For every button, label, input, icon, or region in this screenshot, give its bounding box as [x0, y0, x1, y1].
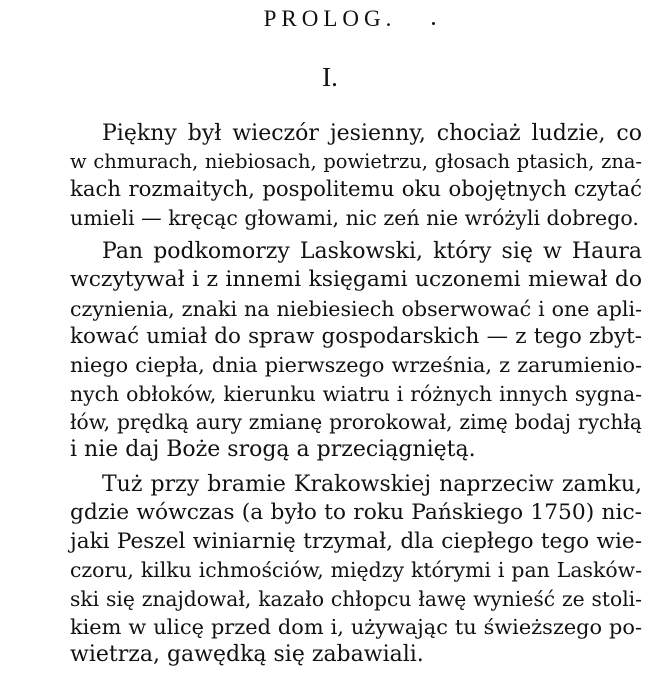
text-line: nych obłoków, kierunku wiatru i różnych innych sygna- [70, 382, 642, 406]
text-line: Pan podkomorzy Laskowski, który się w Haura [102, 239, 642, 264]
text-line: łów, prędką aury zmianę prorokował, zimę bodaj rychłą [70, 410, 642, 434]
text-line: wietrza, gawędką się zabawiali. [70, 642, 424, 667]
text-line: czoru, kilku ichmościów, między którymi i pan Lasków- [70, 558, 642, 582]
section-title: PROLOG. [263, 6, 397, 31]
text-line: kiem w ulicę przed dom i, używając tu świeższego po- [70, 615, 642, 639]
text-line: umieli — kręcąc głowami, nic zeń nie wróżyli dobrego. [70, 206, 639, 230]
text-line: Piękny był wieczór jesienny, chociaż ludzie, co [102, 121, 642, 146]
print-speck [432, 22, 435, 25]
text-line: kach rozmaitych, pospolitemu oku obojętnych czytać [70, 177, 642, 202]
text-line: wczytywał i z innemi księgami uczonemi miewał do [70, 267, 642, 292]
text-line: kować umiał do spraw gospodarskich — z tego zbyt- [70, 324, 642, 349]
text-line: gdzie wówczas (a było to roku Pańskiego 1750) nic- [70, 500, 642, 525]
text-line: ski się znajdował, kazało chłopcu ławę wynieść ze stoli- [70, 587, 642, 611]
text-line: i nie daj Boże srogą a przeciągniętą. [70, 437, 476, 462]
text-line: niego ciepła, dnia pierwszego września, z zarumienio- [70, 353, 642, 377]
text-line: czynienia, znaki na niebiesiech obserwować i one apli- [70, 297, 642, 321]
text-line: w chmurach, niebiosach, powietrzu, głosach ptasich, zna- [70, 150, 642, 173]
chapter-number: I. [322, 62, 338, 92]
text-line: jaki Peszel winiarnię trzymał, dla ciepłego tego wie- [70, 529, 642, 554]
text-line: Tuż przy bramie Krakowskiej naprzeciw zamku, [102, 472, 642, 497]
